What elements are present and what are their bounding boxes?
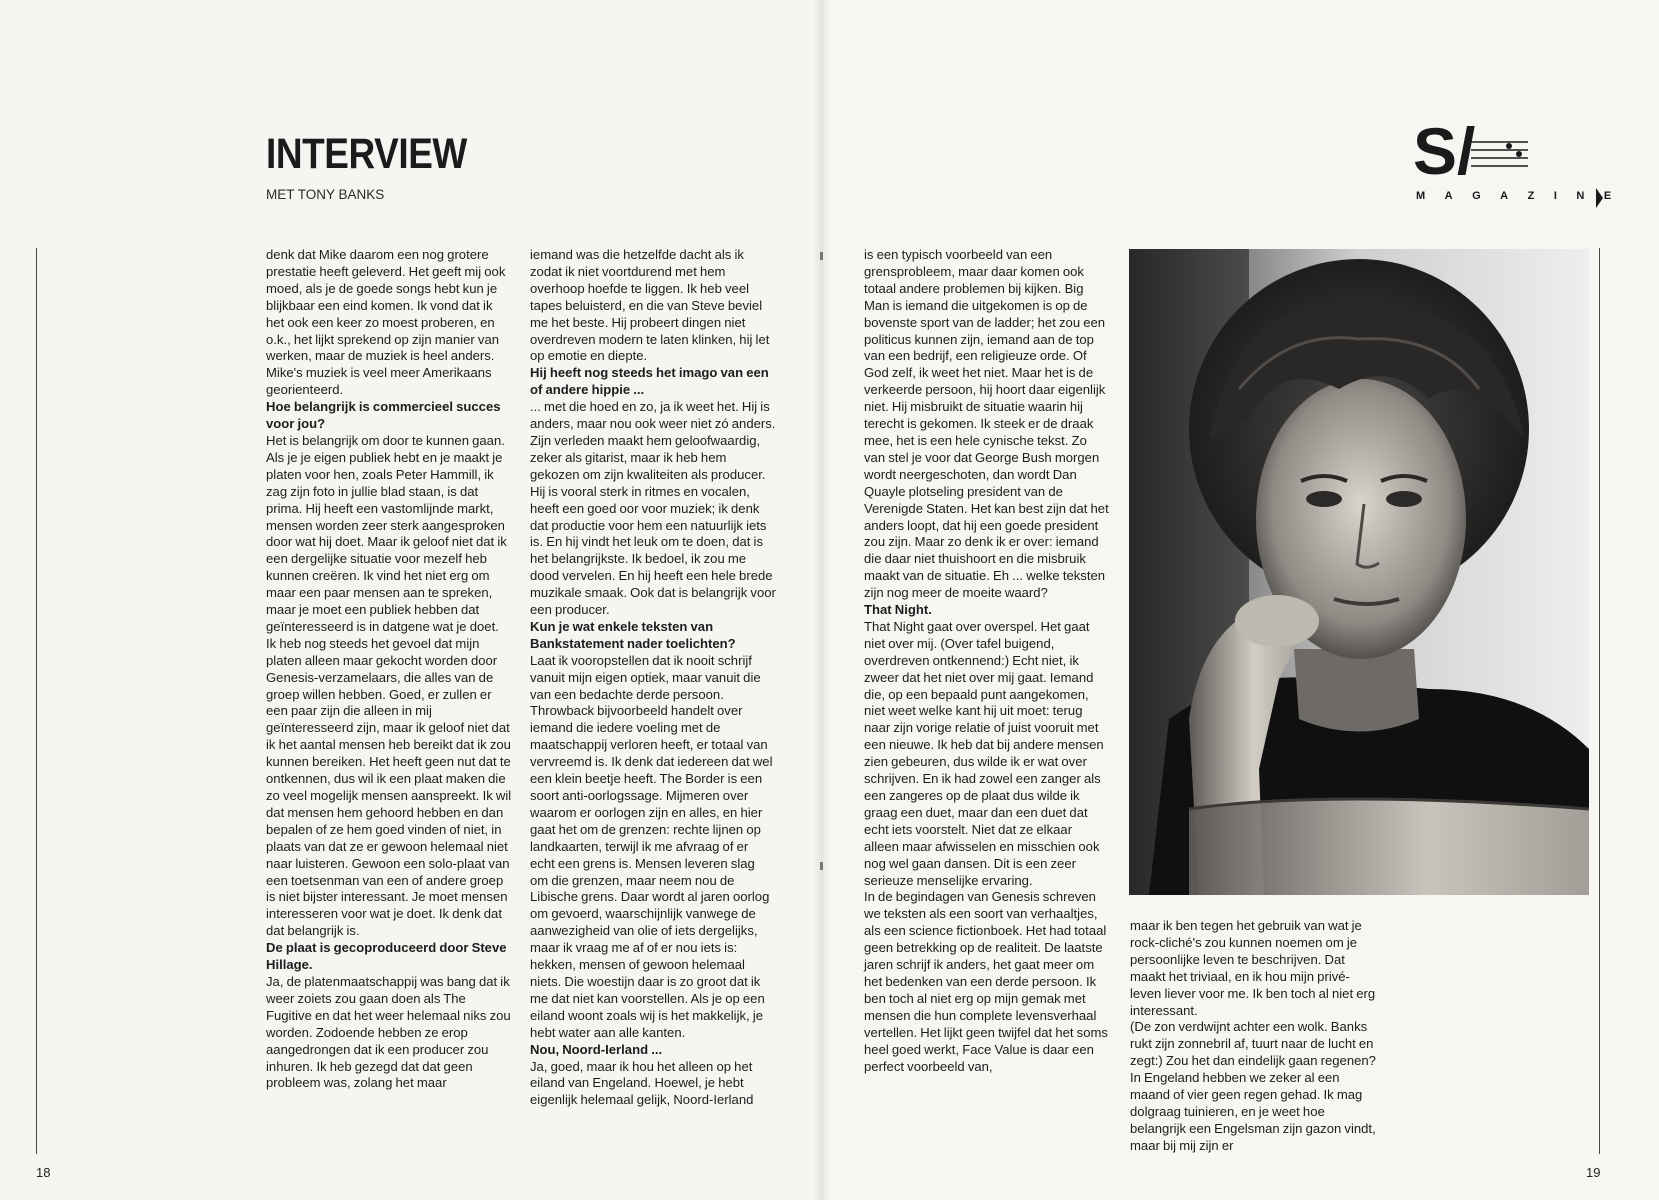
left-margin-rule [36, 248, 37, 1154]
interview-question: Nou, Noord-Ierland ... [530, 1041, 663, 1057]
right-margin-rule [1599, 248, 1600, 1154]
interview-question: De plaat is gecoproduceerd door Steve Hillage. [266, 940, 507, 973]
interview-question: Hij heeft nog steeds het imago van een of andere hippie ... [530, 365, 769, 398]
interview-answer: is een typisch voorbeeld van een grensprobleem, maar daar komen ook totaal andere problemen bij kijken. Big Man is iemand die uitgekomen is op de bovenste sport van de ladder; het zou een politicus kunnen zijn, iemand aan de top van een bedrijf, een religieuze orde. Of God zelf, ik weet het niet. Maar het is de verkeerde persoon, hij hoort daar eigenlijk niet. Hij misbruikt de situatie waarin hij terecht is gekomen. Ik steek er de draak mee, het is een hele cynische tekst. Zo van stel je voor dat George Bush morgen wordt neergeschoten, dan wordt Dan Quayle plotseling president van de Verenigde Staten. Het kan best zijn dat het anders loopt, dat hij een goede president zou zijn. Maar zo denk ik er over: iemand die daar niet thuishoort en die misbruik maakt van de situatie. Eh ... welke teksten zijn nog meer de moeite waard? [864, 247, 1109, 601]
logo-letters: S/ [1413, 114, 1476, 188]
interview-answer: denk dat Mike daarom een nog grotere prestatie heeft geleverd. Het geeft mij ook moed, als je de goede songs hebt kun je blijkbaar een eind komen. Ik vond dat ik het ook een keer zo moest proberen, en o.k., het lijkt sprekend op zijn manier van werken, maar de muziek is heel anders. Mike's muziek is veel meer Amerikaans georienteerd. [266, 247, 506, 398]
page-gutter [812, 0, 832, 1200]
interview-answer: iemand was die hetzelfde dacht als ik zodat ik niet voortdurend met hem overhoop hoefde te liggen. Ik heb veel tapes beluisterd, en die van Steve beviel me het beste. Hij probeert dingen niet overdreven modern te laten klinken, hij let op emotie en diepte. [530, 247, 770, 364]
text-column-1 [266, 247, 512, 1092]
text-column-2 [530, 247, 776, 1109]
interview-answer: Ja, de platenmaatschappij was bang dat ik weer zoiets zou gaan doen als The Fugitive en dat het weer helemaal niks zou worden. Zodoende hebben ze erop aangedrongen dat ik een producer zou inhuren. Ik heb gezegd dat dat geen probleem was, zolang het maar [266, 973, 511, 1091]
logo-magazine-label: MAGAZINE [1416, 190, 1631, 202]
text-column-4 [1130, 918, 1376, 1155]
interview-answer: In de begindagen van Genesis schreven we teksten als een soort van verhaaltjes, als een science fictionboek. Het had totaal geen betrekking op de realiteit. De laatste jaren schrijf ik anders, het gaat meer om het bedenken van een derde persoon. Ik ben toch al niet erg op mijn gemak met mensen die hun complete levensverhaal vertellen. Het lijkt geen twijfel dat het soms heel goed werkt, Face Value is daar een perfect voorbeeld van, [864, 889, 1108, 1074]
text-column-3 [864, 247, 1110, 1075]
article-title: INTERVIEW [266, 130, 467, 178]
article-subtitle: MET TONY BANKS [266, 187, 385, 202]
binding-mark [820, 862, 823, 870]
page-number-right: 19 [1586, 1165, 1601, 1180]
interview-answer: Het is belangrijk om door te kunnen gaan. Als je je eigen publiek hebt en je maakt je platen voor hen, zoals Peter Hammill, ik zag zijn foto in jullie blad staan, is dat prima. Hij heeft een vastomlijnde markt, mensen worden zeer sterk aangesproken door wat hij doet. Maar ik geloof niet dat ik een dergelijke situatie voor mezelf heb kunnen creëren. Ik vind het niet erg om maar een paar mensen aan te spreken, maar je moet een publiek hebben dat geïnteresseerd is in datgene wat je doet. Ik heb nog steeds het gevoel dat mijn platen alleen maar gekocht worden door Genesis-verzamelaars, die alles van de groep willen hebben. Goed, er zullen er een paar zijn die alleen in mij geïnteresseerd zijn, maar ik geloof niet dat ik het aantal mensen heb bereikt dat ik zou kunnen bereiken. Het heeft geen nut dat te ontkennen, dus wil ik een plaat maken die zo veel mogelijk mensen aanspreekt. Ik wil dat mensen hem gehoord hebben en dan bepalen of ze hem goed vinden of niet, in plaats van dat ze er gewoon helemaal niet naar luisteren. Gewoon een solo-plaat van een toetsenman van een of andere groep is niet bijster interessant. Je moet mensen interesseren voor wat je doet. Ik denk dat dat belangrijk is. [266, 432, 512, 939]
interview-answer: ... met die hoed en zo, ja ik weet het. Hij is anders, maar nou ook weer niet zó anders. Zijn verleden maakt hem geloofwaardig, zeker als gitarist, maar ik heb hem gekozen om zijn kwaliteiten als producer. Hij is vooral sterk in ritmes en vocalen, heeft een goed oor voor muziek; ik denk dat productie voor hem een natuurlijk iets is. En hij vindt het leuk om te doen, dat is het belangrijkste. Ik bedoel, ik zou me dood vervelen. En hij heeft een hele brede muzikale smaak. Ook dat is belangrijk voor een producer. [530, 399, 776, 618]
interview-answer: Ja, goed, maar ik hou het alleen op het eiland van Engeland. Hoewel, je hebt eigenlijk helemaal gelijk, Noord-Ierland [530, 1058, 754, 1108]
binding-mark [820, 252, 823, 260]
interview-question: That Night. [864, 602, 932, 618]
interview-answer: maar ik ben tegen het gebruik van wat je rock-cliché's zou kunnen noemen om je persoonlijke leven te beschrijven. Dat maakt het triviaal, en ik hou mijn privé-leven liever voor me. Ik ben toch al niet erg interessant. [1130, 918, 1376, 1018]
portrait-photo [1129, 249, 1589, 895]
page-number-left: 18 [36, 1165, 51, 1180]
interview-answer: Laat ik vooropstellen dat ik nooit schrijf vanuit mijn eigen optiek, maar vanuit die van een bedachte derde persoon. Throwback bijvoorbeeld handelt over iemand die iedere voeling met de maatschappij verloren heeft, er totaal van vervreemd is. Ik denk dat iedereen dat wel een klein beetje heeft. The Border is een soort anti-oorlogssage. Mijmeren over waarom er oorlogen zijn en alles, en hier gaat het om de grenzen: rechte lijnen op landkaarten, terwijl ik me afvraag of er echt een grens is. Mensen leveren slag om die grenzen, maar neem nou de Libische grens. Daar wordt al jaren oorlog om gevoerd, waarschijnlijk vanwege de aanwezigheid van olie of iets dergelijks, maar ik vraag me af of er nou iets is: hekken, mensen of gewoon helemaal niets. Die woestijn daar is zo groot dat ik me dat niet kan voorstellen. Als je op een eiland woont zoals wij is het makkelijk, je hebt water aan alle kanten. [530, 652, 773, 1040]
interview-question: Kun je wat enkele teksten van Bankstatement nader toelichten? [530, 618, 736, 651]
interview-question: Hoe belangrijk is commercieel succes voor jou? [266, 399, 501, 432]
interview-answer: That Night gaat over overspel. Het gaat niet over mij. (Over tafel buigend, overdreven ontkennend:) Echt niet, ik zweer dat het niet over mij gaat. Iemand die, op een bepaald punt aangekomen, niet weet welke kant hij uit moet: terug naar zijn vorige relatie of juist vooruit met een nieuwe. Ik heb dat bij andere mensen zien gebeuren, dus wilde ik er wat over schrijven. En ik had zowel een zanger als een zangeres op de plaat dus wilde ik graag een duet, maar dan een duet dat echt iets voorstelt. Niet dat ze elkaar alleen maar afwisselen en misschien ook nog wel gaan dansen. Dit is een zeer serieuze menselijke ervaring. [864, 618, 1104, 888]
interview-answer: (De zon verdwijnt achter een wolk. Banks rukt zijn zonnebril af, tuurt naar de lucht en zegt:) Zou het dan eindelijk gaan regenen? In Engeland hebben we zeker al een maand of vier geen regen gehad. Ik mag dolgraag tuinieren, en je weet hoe belangrijk een Engelsman zijn gazon vindt, maar bij mij zijn er [1130, 1019, 1376, 1153]
portrait-illustration [1129, 249, 1589, 895]
